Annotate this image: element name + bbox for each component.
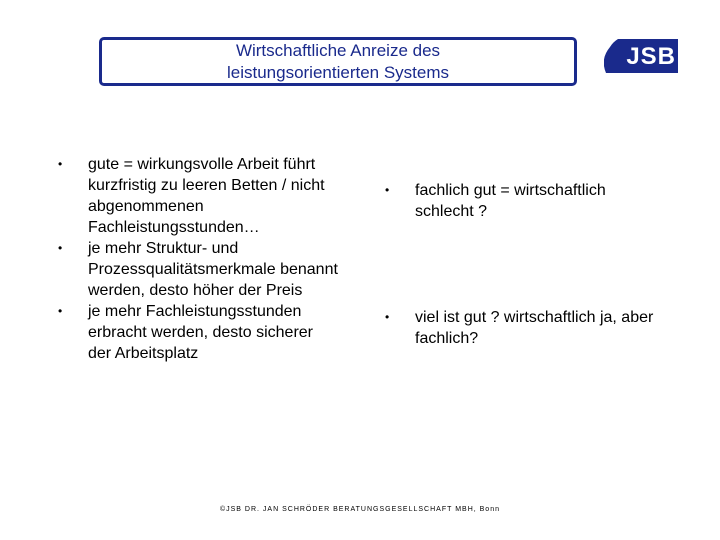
bullet-text: je mehr Fachleistungsstunden erbracht werden, desto sicherer der Arbeitsplatz [88,303,313,362]
list-item [385,307,655,349]
title-box [99,37,577,86]
list-item [58,238,338,301]
bullet-text: viel ist gut ? wirtschaftlich ja, aber fachlich? [415,309,654,347]
bullet-text: fachlich gut = wirtschaftlich schlecht ? [415,182,606,220]
footer-copyright: ©JSB DR. JAN SCHRÖDER BERATUNGSGESELLSCHAFT MBH, Bonn [219,506,500,513]
bullet-icon: • [58,304,63,318]
bullet-text: gute = wirkungsvolle Arbeit führt kurzfristig zu leeren Betten / nicht abgenommenen Fachleistungsstunden… [88,156,325,236]
bullet-icon: • [58,241,63,255]
slide-title-line-1: Wirtschaftliche Anreize des [235,40,441,60]
right-bullet-list-2 [385,307,655,349]
logo-text: JSB [626,43,676,70]
right-bullet-list-1 [385,180,655,222]
slide-title-line-2: leistungsorientierten Systems [226,62,450,82]
jsb-logo [604,39,678,73]
left-bullet-list [58,154,338,364]
list-item [385,180,655,222]
bullet-icon: • [385,183,390,197]
bullet-icon: • [58,157,63,171]
list-item [58,301,338,364]
bullet-text: je mehr Struktur- und Prozessqualitätsmerkmale benannt werden, desto höher der Preis [88,240,338,299]
bullet-icon: • [385,310,390,324]
list-item [58,154,338,238]
